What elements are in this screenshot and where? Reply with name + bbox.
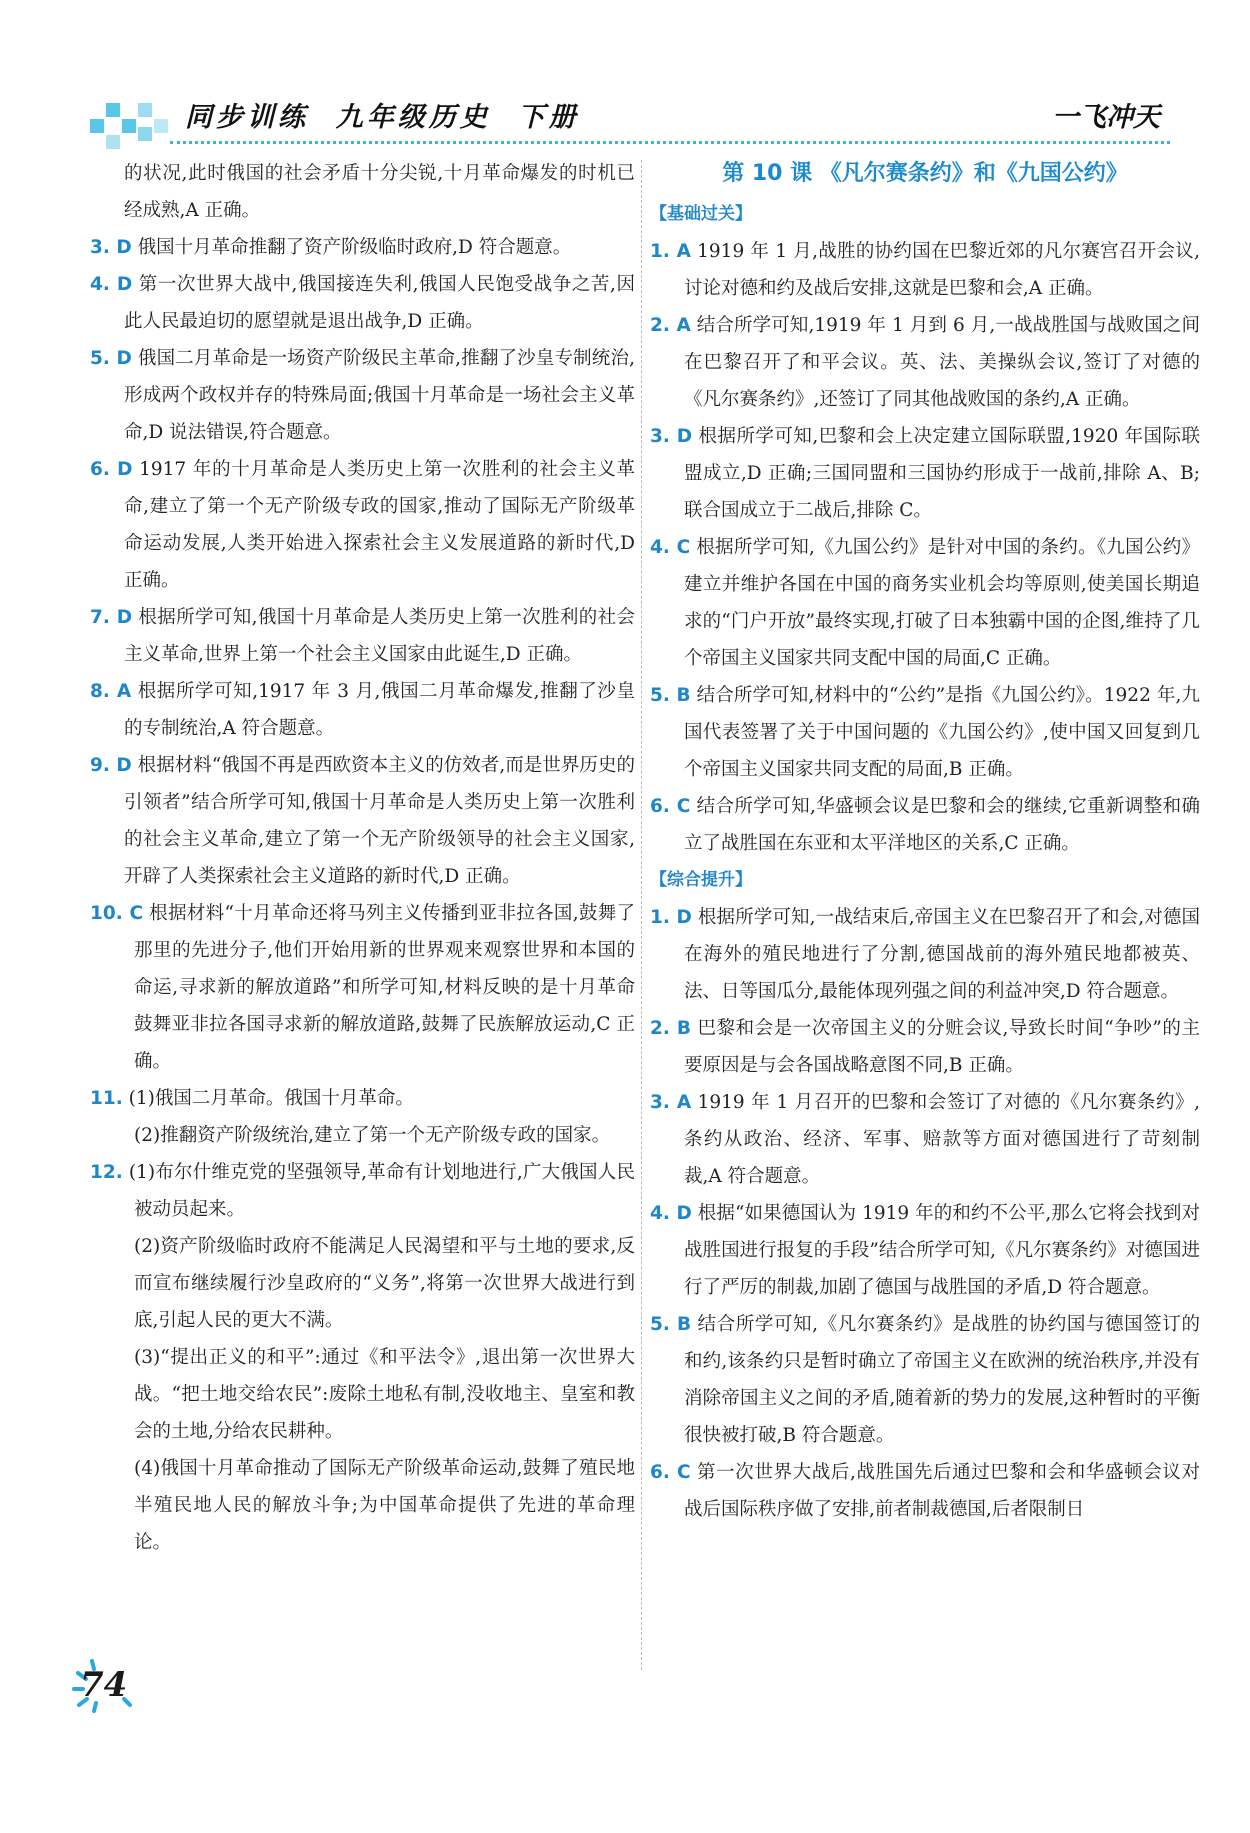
answer-text: 根据“如果德国认为 1919 年的和约不公平,那么它将会找到对战胜国进行报复的手段”结合所学可知,《凡尔赛条约》对德国进行了严厉的制裁,加剧了德国与战胜国的矛盾,D 符合题意。 xyxy=(684,1203,1200,1298)
answer-text: 巴黎和会是一次帝国主义的分赃会议,导致长时间“争吵”的主要原因是与会各国战略意图不同,B 正确。 xyxy=(684,1018,1200,1076)
answer-item xyxy=(650,418,1200,529)
answer-number: 6. D xyxy=(90,459,133,480)
right-column xyxy=(650,155,1200,1528)
answer-number: 6. C xyxy=(650,796,691,817)
header-brand: 一飞冲天 xyxy=(1052,102,1160,133)
header-rule xyxy=(170,141,1170,144)
answer-number: 11. xyxy=(90,1088,123,1109)
left-column xyxy=(90,155,635,1561)
answer-text: 第一次世界大战后,战胜国先后通过巴黎和会和华盛顿会议对战后国际秩序做了安排,前者制裁德国,后者限制日 xyxy=(684,1462,1200,1520)
continued-answer: 的状况,此时俄国的社会矛盾十分尖锐,十月革命爆发的时机已经成熟,A 正确。 xyxy=(124,163,635,221)
answer-text: 俄国十月革命推翻了资产阶级临时政府,D 符合题意。 xyxy=(137,237,572,258)
answer-item xyxy=(650,1306,1200,1454)
answer-item xyxy=(90,229,635,266)
answer-number: 5. D xyxy=(90,348,132,369)
page-number: 74 xyxy=(80,1665,128,1705)
answer-item xyxy=(90,340,635,451)
answer-number: 3. D xyxy=(90,237,132,258)
answer-number: 12. xyxy=(90,1162,123,1183)
answer-text: 1919 年 1 月召开的巴黎和会签订了对德的《凡尔赛条约》,条约从政治、经济、军事、赔款等方面对德国进行了苛刻制裁,A 符合题意。 xyxy=(684,1092,1200,1187)
answer-text: 根据所学可知,1917 年 3 月,俄国二月革命爆发,推翻了沙皇的专制统治,A 符合题意。 xyxy=(124,681,635,739)
answer-item xyxy=(650,677,1200,788)
answer-item xyxy=(650,1454,1200,1528)
answer-text: 俄国二月革命是一场资产阶级民主革命,推翻了沙皇专制统治,形成两个政权并存的特殊局面;俄国十月革命是一场社会主义革命,D 说法错误,符合题意。 xyxy=(124,348,635,443)
answer-number: 2. A xyxy=(650,315,691,336)
answer-text: 根据所学可知,《九国公约》是针对中国的条约。《九国公约》建立并维护各国在中国的商务实业机会均等原则,使美国长期追求的“门户开放”最终实现,打破了日本独霸中国的企图,维持了几个帝国主义国家共同支配中国的局面,C 正确。 xyxy=(684,537,1201,669)
answer-text: 根据所学可知,一战结束后,帝国主义在巴黎召开了和会,对德国在海外的殖民地进行了分割,德国战前的海外殖民地都被英、法、日等国瓜分,最能体现列强之间的利益冲突,D 符合题意。 xyxy=(684,907,1200,1002)
answer-number: 4. C xyxy=(650,537,691,558)
answer-number: 4. D xyxy=(90,274,133,295)
answer-item xyxy=(90,451,635,599)
answer-number: 4. D xyxy=(650,1203,692,1224)
answer-number: 3. D xyxy=(650,426,693,447)
answer-item xyxy=(90,266,635,340)
section-advanced: 【综合提升】 xyxy=(650,870,752,890)
answer-number: 7. D xyxy=(90,607,133,628)
answer-text: 结合所学可知,华盛顿会议是巴黎和会的继续,它重新调整和确立了战胜国在东亚和太平洋地区的关系,C 正确。 xyxy=(684,796,1200,854)
section-basic: 【基础过关】 xyxy=(650,204,752,224)
answer-item xyxy=(650,233,1200,307)
page-header xyxy=(90,95,1170,150)
answer-number: 10. C xyxy=(90,903,144,924)
answer-text: 根据所学可知,巴黎和会上决定建立国际联盟,1920 年国际联盟成立,D 正确;三国同盟和三国协约形成于一战前,排除 A、B;联合国成立于二战后,排除 C。 xyxy=(684,426,1200,521)
answer-number: 6. C xyxy=(650,1462,691,1483)
answer-item xyxy=(650,1084,1200,1195)
answer-line: (4)俄国十月革命推动了国际无产阶级革命运动,鼓舞了殖民地半殖民地人民的解放斗争;为中国革命提供了先进的革命理论。 xyxy=(134,1458,635,1553)
answer-item xyxy=(90,895,635,1080)
answer-text: 根据所学可知,俄国十月革命是人类历史上第一次胜利的社会主义革命,世界上第一个社会主义国家由此诞生,D 正确。 xyxy=(124,607,635,665)
answer-item xyxy=(90,673,635,747)
answer-number: 9. D xyxy=(90,755,132,776)
answer-number: 1. D xyxy=(650,907,692,928)
answer-item xyxy=(650,1010,1200,1084)
answer-11: 11. (1)俄国二月革命。俄国十月革命。 xyxy=(90,1088,414,1109)
answer-line: (2)资产阶级临时政府不能满足人民渴望和平与土地的要求,反而宣布继续履行沙皇政府的“义务”,将第一次世界大战进行到底,引起人民的更大不满。 xyxy=(134,1236,635,1331)
answer-text: 结合所学可知,《凡尔赛条约》是战胜的协约国与德国签订的和约,该条约只是暂时确立了帝国主义在欧洲的统治秩序,并没有消除帝国主义之间的矛盾,随着新的势力的发展,这种暂时的平衡很快被打破,B 符合题意。 xyxy=(684,1314,1200,1446)
answer-number: 5. B xyxy=(650,1314,692,1335)
answer-item xyxy=(90,599,635,673)
answer-text: 根据材料“俄国不再是西欧资本主义的仿效者,而是世界历史的引领者”结合所学可知,俄国十月革命是人类历史上第一次胜利的社会主义革命,建立了第一个无产阶级领导的社会主义国家,开辟了人类探索社会主义道路的新时代,D 正确。 xyxy=(124,755,635,887)
answer-text: 结合所学可知,材料中的“公约”是指《九国公约》。1922 年,九国代表签署了关于中国问题的《九国公约》,使中国又回复到几个帝国主义国家共同支配的局面,B 正确。 xyxy=(684,685,1200,780)
answer-item xyxy=(650,788,1200,862)
answer-text: 结合所学可知,1919 年 1 月到 6 月,一战战胜国与战败国之间在巴黎召开了和平会议。英、法、美操纵会议,签订了对德的《凡尔赛条约》,还签订了同其他战败国的条约,A 正确。 xyxy=(684,315,1200,410)
answer-item xyxy=(650,1195,1200,1306)
answer-number: 3. A xyxy=(650,1092,692,1113)
answer-item xyxy=(650,899,1200,1010)
answer-number: 5. B xyxy=(650,685,691,706)
header-title: 同步训练 九年级历史 下册 xyxy=(185,102,580,133)
answer-text: 1919 年 1 月,战胜的协约国在巴黎近郊的凡尔赛宫召开会议,讨论对德和约及战后安排,这就是巴黎和会,A 正确。 xyxy=(684,241,1200,299)
answer-number: 2. B xyxy=(650,1018,692,1039)
answer-number: 8. A xyxy=(90,681,132,702)
answer-text: 根据材料“十月革命还将马列主义传播到亚非拉各国,鼓舞了那里的先进分子,他们开始用新的世界观来观察世界和本国的命运,寻求新的解放道路”和所学可知,材料反映的是十月革命鼓舞亚非拉各国寻求新的解放道路,鼓舞了民族解放运动,C 正确。 xyxy=(134,903,635,1072)
answer-item xyxy=(650,529,1200,677)
lesson-title: 第 10 课 《凡尔赛条约》和《九国公约》 xyxy=(722,161,1128,186)
answer-number: 1. A xyxy=(650,241,691,262)
answer-text: 第一次世界大战中,俄国接连失利,俄国人民饱受战争之苦,因此人民最迫切的愿望就是退出战争,D 正确。 xyxy=(124,274,635,332)
answer-12: 12. (1)布尔什维克党的坚强领导,革命有计划地进行,广大俄国人民被动员起来。 xyxy=(90,1162,635,1220)
header-decoration xyxy=(90,97,170,143)
answer-line: (2)推翻资产阶级统治,建立了第一个无产阶级专政的国家。 xyxy=(134,1125,611,1146)
answer-text: 1917 年的十月革命是人类历史上第一次胜利的社会主义革命,建立了第一个无产阶级专政的国家,推动了国际无产阶级革命运动发展,人类开始进入探索社会主义发展道路的新时代,D 正确。 xyxy=(124,459,635,591)
answer-item xyxy=(90,747,635,895)
answer-item xyxy=(650,307,1200,418)
answer-line: (3)“提出正义的和平”:通过《和平法令》,退出第一次世界大战。“把土地交给农民”:废除土地私有制,没收地主、皇室和教会的土地,分给农民耕种。 xyxy=(134,1347,635,1442)
column-divider xyxy=(641,160,642,1670)
